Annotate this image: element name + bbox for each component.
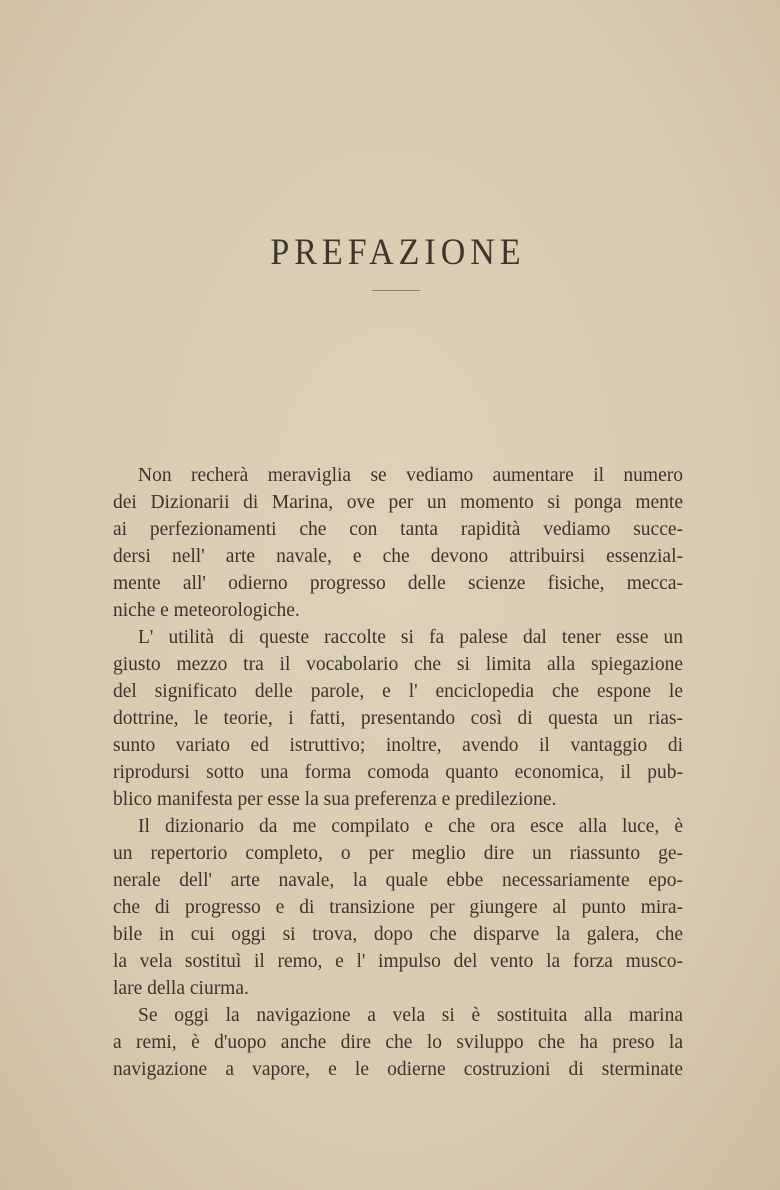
paragraph bbox=[113, 1002, 683, 1083]
paragraph bbox=[113, 462, 683, 624]
text-line: del significato delle parole, e l' enciclopedia che espone le bbox=[113, 681, 683, 702]
paragraph bbox=[113, 624, 683, 813]
text-line: dei Dizionarii di Marina, ove per un momento si ponga mente bbox=[113, 492, 683, 513]
text-line: che di progresso e di transizione per giungere al punto mira- bbox=[113, 897, 683, 918]
text-line: Non recherà meraviglia se vediamo aumentare il numero bbox=[138, 465, 683, 486]
preface-text bbox=[113, 462, 683, 1083]
text-line: nerale dell' arte navale, la quale ebbe necessariamente epo- bbox=[113, 870, 683, 891]
text-line: a remi, è d'uopo anche dire che lo sviluppo che ha preso la bbox=[113, 1032, 683, 1053]
text-line: Se oggi la navigazione a vela si è sostituita alla marina bbox=[138, 1005, 683, 1026]
text-line: bile in cui oggi si trova, dopo che disparve la galera, che bbox=[113, 924, 683, 945]
text-line: la vela sostituì il remo, e l' impulso del vento la forza musco- bbox=[113, 951, 683, 972]
text-line: giusto mezzo tra il vocabolario che si limita alla spiegazione bbox=[113, 654, 683, 675]
text-line: lare della ciurma. bbox=[113, 978, 249, 999]
text-line: riprodursi sotto una forma comoda quanto economica, il pub- bbox=[113, 762, 683, 783]
page-title: PREFAZIONE bbox=[270, 232, 526, 273]
text-line: Il dizionario da me compilato e che ora esce alla luce, è bbox=[138, 816, 683, 837]
text-line: niche e meteorologiche. bbox=[113, 600, 300, 621]
text-line: sunto variato ed istruttivo; inoltre, avendo il vantaggio di bbox=[113, 735, 683, 756]
text-line: un repertorio completo, o per meglio dire un riassunto ge- bbox=[113, 843, 683, 864]
text-line: mente all' odierno progresso delle scienze fisiche, mecca- bbox=[113, 573, 683, 594]
text-line: ai perfezionamenti che con tanta rapidità vediamo succe- bbox=[113, 519, 683, 540]
text-line: dottrine, le teorie, i fatti, presentando così di questa un rias- bbox=[113, 708, 683, 729]
text-line: L' utilità di queste raccolte si fa palese dal tener esse un bbox=[138, 627, 683, 648]
text-line: blico manifesta per esse la sua preferenza e predilezione. bbox=[113, 789, 557, 810]
text-line: navigazione a vapore, e le odierne costruzioni di sterminate bbox=[113, 1059, 683, 1080]
title-divider bbox=[372, 290, 420, 291]
paragraph bbox=[113, 813, 683, 1002]
text-line: dersi nell' arte navale, e che devono attribuirsi essenzial- bbox=[113, 546, 683, 567]
